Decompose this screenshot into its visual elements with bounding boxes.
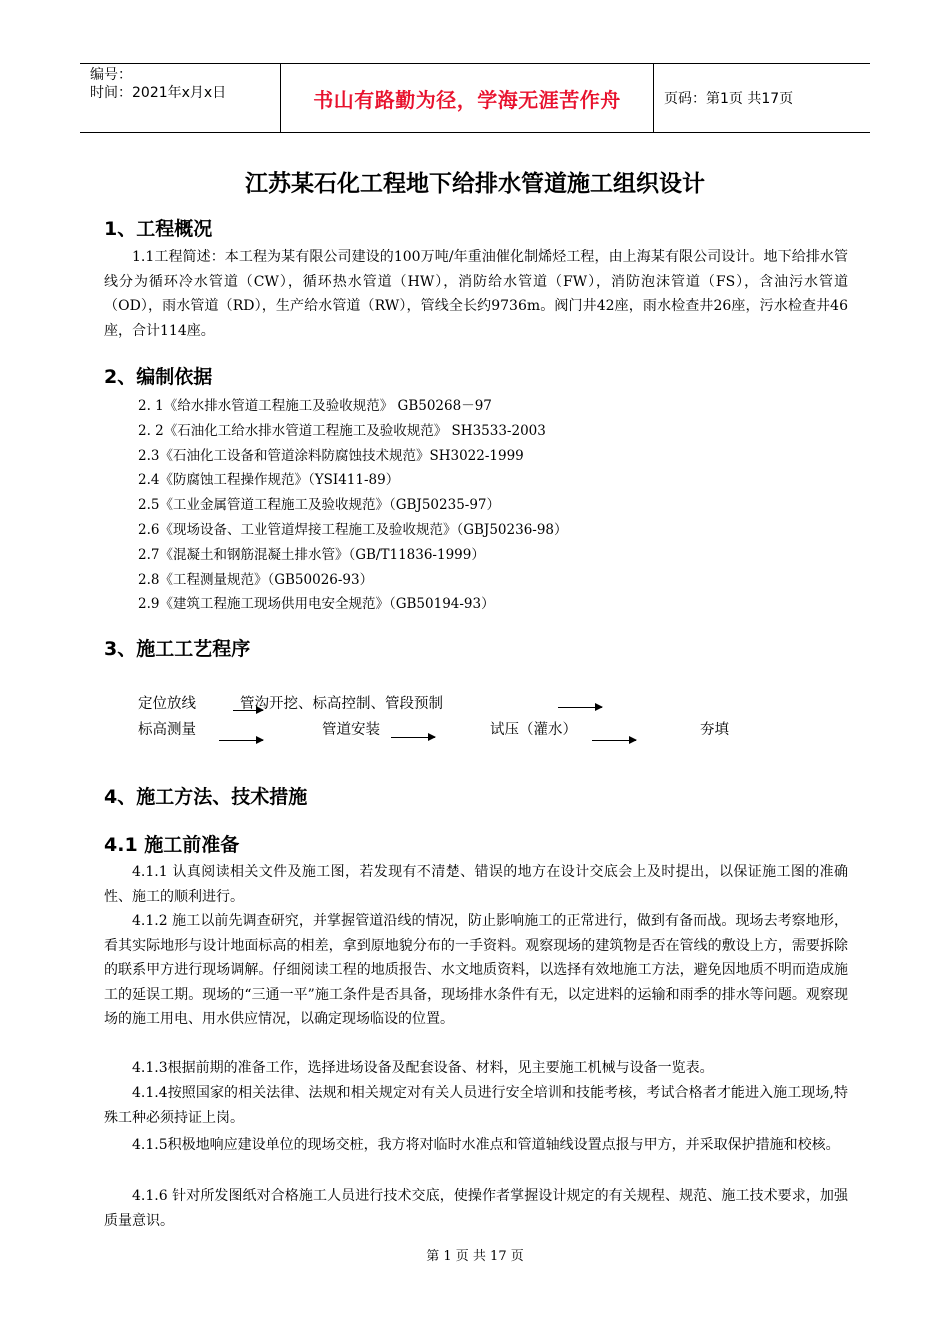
header-meta bbox=[80, 64, 281, 132]
section4-paragraph-6: 4.1.6 针对所发图纸对合格施工人员进行技术交底，使操作者掌握设计规定的有关规程、规范、施工技术要求，加强质量意识。 bbox=[104, 1188, 848, 1229]
section4-paragraph-4: 4.1.4按照国家的相关法律、法规和相关规定对有关人员进行安全培训和技能考核，考试合格者才能进入施工现场,特殊工种必须持证上岗。 bbox=[104, 1085, 848, 1126]
reference-item: 2.8《工程测量规范》（GB50026-93） bbox=[138, 571, 374, 588]
section1-heading: 1、工程概况 bbox=[104, 218, 213, 240]
page-footer: 第 1 页 共 17 页 bbox=[426, 1249, 524, 1264]
flow-arrow-3 bbox=[558, 707, 602, 708]
reference-item: 2.9《建筑工程施工现场供用电安全规范》（GB50194-93） bbox=[138, 596, 495, 613]
flow-step-installation: 管道安装 bbox=[322, 722, 380, 738]
reference-item: 2. 2《石油化工给水排水管道工程施工及验收规范》 SH3533-2003 bbox=[138, 422, 546, 439]
flow-step-pressure-test: 试压（灌水） bbox=[490, 722, 577, 738]
flow-step-excavation: 管沟开挖、标高控制、管段预制 bbox=[240, 696, 443, 712]
section4-paragraph-1: 4.1.1 认真阅读相关文件及施工图，若发现有不清楚、错误的地方在设计交底会上及时提出，以保证施工图的准确性、施工的顺利进行。 bbox=[104, 864, 848, 905]
document-number-label: 编号： bbox=[90, 67, 132, 83]
section4-paragraph-5: 4.1.5积极地响应建设单位的现场交桩，我方将对临时水准点和管道轴线设置点报与甲方，并采取保护措施和校核。 bbox=[132, 1137, 840, 1153]
reference-item: 2.5《工业金属管道工程施工及验收规范》（GBJ50235-97） bbox=[138, 497, 501, 514]
section4-heading: 4、施工方法、技术措施 bbox=[104, 786, 308, 808]
section4-1-heading: 4.1 施工前准备 bbox=[104, 834, 240, 856]
header-motto: 书山有路勤为径，学海无涯苦作舟 bbox=[281, 64, 654, 132]
document-title: 江苏某石化工程地下给排水管道施工组织设计 bbox=[245, 171, 705, 197]
reference-item: 2. 1《给水排水管道工程施工及验收规范》 GB50268－97 bbox=[138, 398, 492, 414]
section1-paragraph: 1.1工程简述：本工程为某有限公司建设的100万吨/年重油催化制烯烃工程，由上海某有限公司设计。地下给排水管线分为循环冷水管道（CW），循环热水管道（HW），消防给水管道（FW），消防泡沫管道（FS），含油污水管道（OD），雨水管道（RD），生产给水管道（RW），管线全长约9736m。阀门井42座，雨水检查井26座，污水检查井46座，合计114座。 bbox=[104, 249, 848, 339]
reference-item: 2.3《石油化工设备和管道涂料防腐蚀技术规范》SH3022-1999 bbox=[138, 447, 524, 464]
flow-step-positioning: 定位放线 bbox=[138, 696, 196, 712]
flow-arrow-4 bbox=[391, 737, 435, 738]
section4-paragraph-2: 4.1.2 施工以前先调查研究，并掌握管道沿线的情况，防止影响施工的正常进行，做到有备而战。现场去考察地形，看其实际地形与设计地面标高的相差，拿到原地貌分布的一手资料。观察现场的建筑物是否在管线的敷设上方，需要拆除的联系甲方进行现场调解。仔细阅读工程的地质报告、水文地质资料，以选择有效地施工方法，避免因地质不明而造成施工的延误工期。现场的“三通一平”施工条件是否具备，现场排水条件有无，以定进料的运输和雨季的排水等问题。观察现场的施工用电、用水供应情况，以确定现场临设的位置。 bbox=[104, 913, 848, 1027]
header-table bbox=[80, 63, 870, 133]
reference-item: 2.4《防腐蚀工程操作规范》（YSI411-89） bbox=[138, 472, 400, 489]
flow-step-elevation: 标高测量 bbox=[138, 722, 196, 738]
section2-heading: 2、编制依据 bbox=[104, 366, 213, 388]
flow-arrow-2 bbox=[219, 740, 263, 741]
reference-item: 2.6《现场设备、工业管道焊接工程施工及验收规范》（GBJ50236-98） bbox=[138, 521, 568, 538]
section4-paragraph-3: 4.1.3根据前期的准备工作，选择进场设备及配套设备、材料，见主要施工机械与设备一览表。 bbox=[132, 1060, 714, 1076]
flow-arrow-5 bbox=[592, 740, 636, 741]
document-date: 时间：2021年x月x日 bbox=[90, 85, 227, 101]
header-page-info: 页码：第1页 共17页 bbox=[664, 91, 794, 107]
section3-heading: 3、施工工艺程序 bbox=[104, 638, 251, 660]
flow-step-backfill: 夯填 bbox=[700, 722, 729, 738]
reference-list bbox=[138, 394, 568, 617]
reference-item: 2.7《混凝土和钢筋混凝土排水管》（GB/T11836-1999） bbox=[138, 546, 485, 563]
